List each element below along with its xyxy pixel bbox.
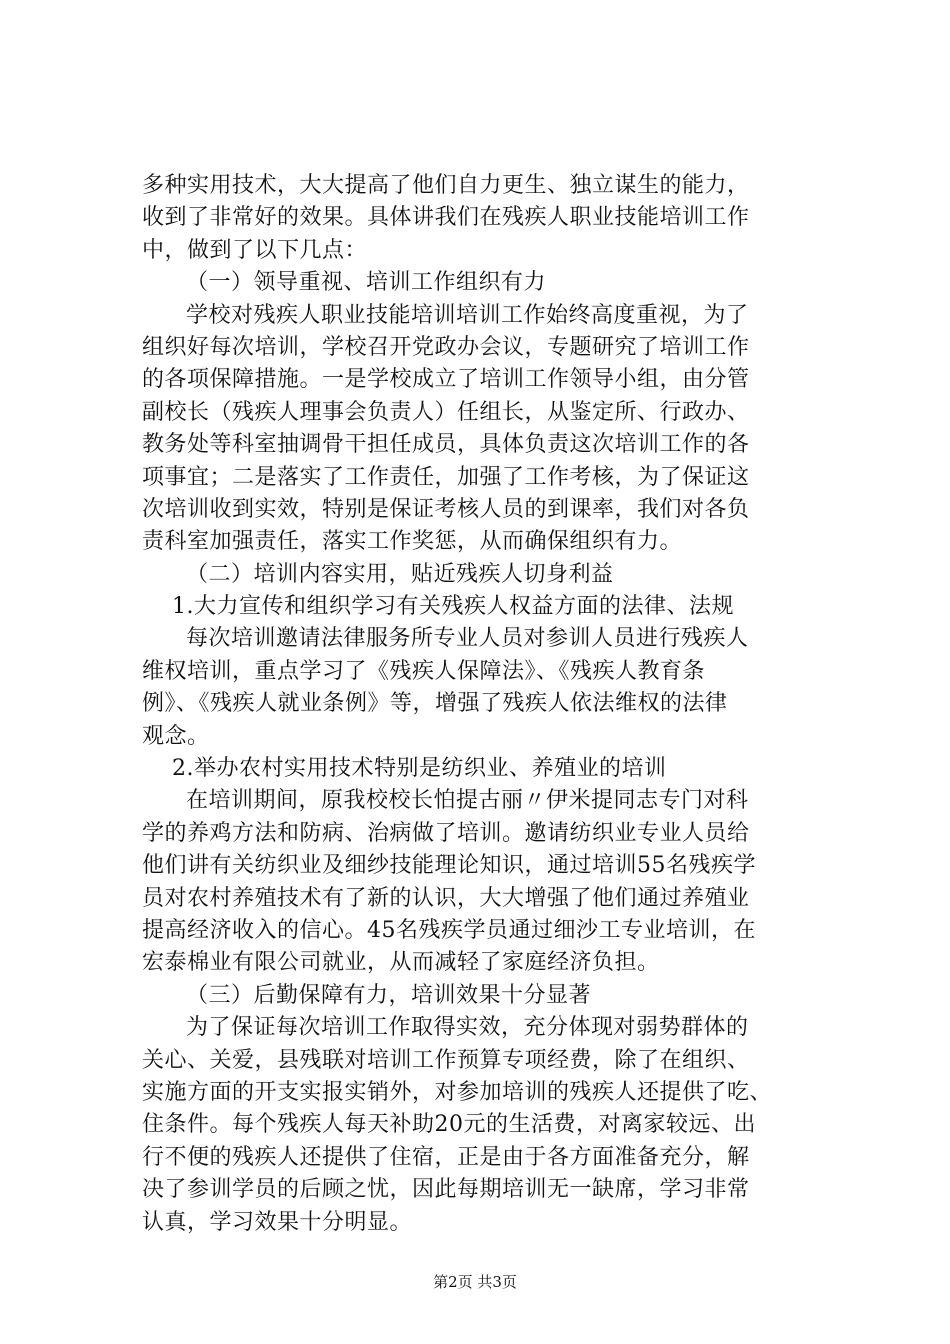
body-line: 宏泰棉业有限公司就业，从而减轻了家庭经济负担。 [142,950,660,976]
body-line: 实施方面的开支实报实销外，对参加培训的残疾人还提供了吃、 [142,1079,773,1105]
body-line: 关心、关爱，县残联对培训工作预算专项经费，除了在组织、 [142,1047,750,1073]
body-line: 多种实用技术，大大提高了他们自力更生、独立谋生的能力， [142,173,750,198]
body-line: 他们讲有关纺织业及细纱技能理论知识，通过培训55名残疾学 [142,853,756,879]
body-line: 认真，学习效果十分明显。 [142,1209,413,1235]
page-number-footer: 第2页 共3页 [433,1273,517,1291]
paragraph-start: 学校对残疾人职业技能培训培训工作始终高度重视，为了 [186,302,749,328]
body-line: 维权培训，重点学习了《残疾人保障法》、《残疾人教育条 [142,658,706,684]
document-body [142,170,842,1239]
section-heading-3: （三）后勤保障有力，培训效果十分显著 [186,982,592,1008]
paragraph-start: 为了保证每次培训工作取得实效，充分体现对弱势群体的 [186,1015,749,1041]
sub-heading-2: 2.举办农村实用技术特别是纺织业、养殖业的培训 [172,756,667,782]
body-line: 行不便的残疾人还提供了住宿，正是由于各方面准备充分，解 [142,1144,750,1170]
sub-heading-1: 1.大力宣传和组织学习有关残疾人权益方面的法律、法规 [172,594,734,620]
section-heading-2: （二）培训内容实用，贴近残疾人切身利益 [186,561,614,587]
body-line: 决了参训学员的后顾之忧，因此每期培训无一缺席，学习非常 [142,1177,750,1203]
body-line: 副校长（残疾人理事会负责人）任组长，从鉴定所、行政办、 [142,399,750,425]
body-line: 住条件。每个残疾人每天补助20元的生活费，对离家较远、出 [142,1112,756,1138]
body-line: 的各项保障措施。一是学校成立了培训工作领导小组，由分管 [142,367,750,393]
body-line: 责科室加强责任，落实工作奖惩，从而确保组织有力。 [142,529,683,555]
body-line: 学的养鸡方法和防病、治病做了培训。邀请纺织业专业人员给 [142,820,750,846]
body-line: 项事宜；二是落实了工作责任，加强了工作考核，为了保证这 [142,464,750,490]
body-line: 提高经济收入的信心。45名残疾学员通过细沙工专业培训，在 [142,917,756,943]
paragraph-start: 在培训期间，原我校校长怕提古丽〃伊米提同志专门对科 [186,788,749,814]
body-line: 例》、《残疾人就业条例》等，增强了残疾人依法维权的法律 [142,691,728,717]
body-line: 教务处等科室抽调骨干担任成员，具体负责这次培训工作的各 [142,432,750,458]
body-line: 中，做到了以下几点： [142,237,368,263]
body-line: 收到了非常好的效果。具体讲我们在残疾人职业技能培训工作 [142,205,750,231]
section-heading-1: （一）领导重视、培训工作组织有力 [186,270,547,296]
body-line: 观念。 [142,723,210,749]
body-line: 员对农村养殖技术有了新的认识，大大增强了他们通过养殖业 [142,885,750,911]
paragraph-start: 每次培训邀请法律服务所专业人员对参训人员进行残疾人 [186,626,749,652]
body-line: 组织好每次培训，学校召开党政办会议，专题研究了培训工作 [142,334,750,360]
body-line: 次培训收到实效，特别是保证考核人员的到课率，我们对各负 [142,496,750,522]
